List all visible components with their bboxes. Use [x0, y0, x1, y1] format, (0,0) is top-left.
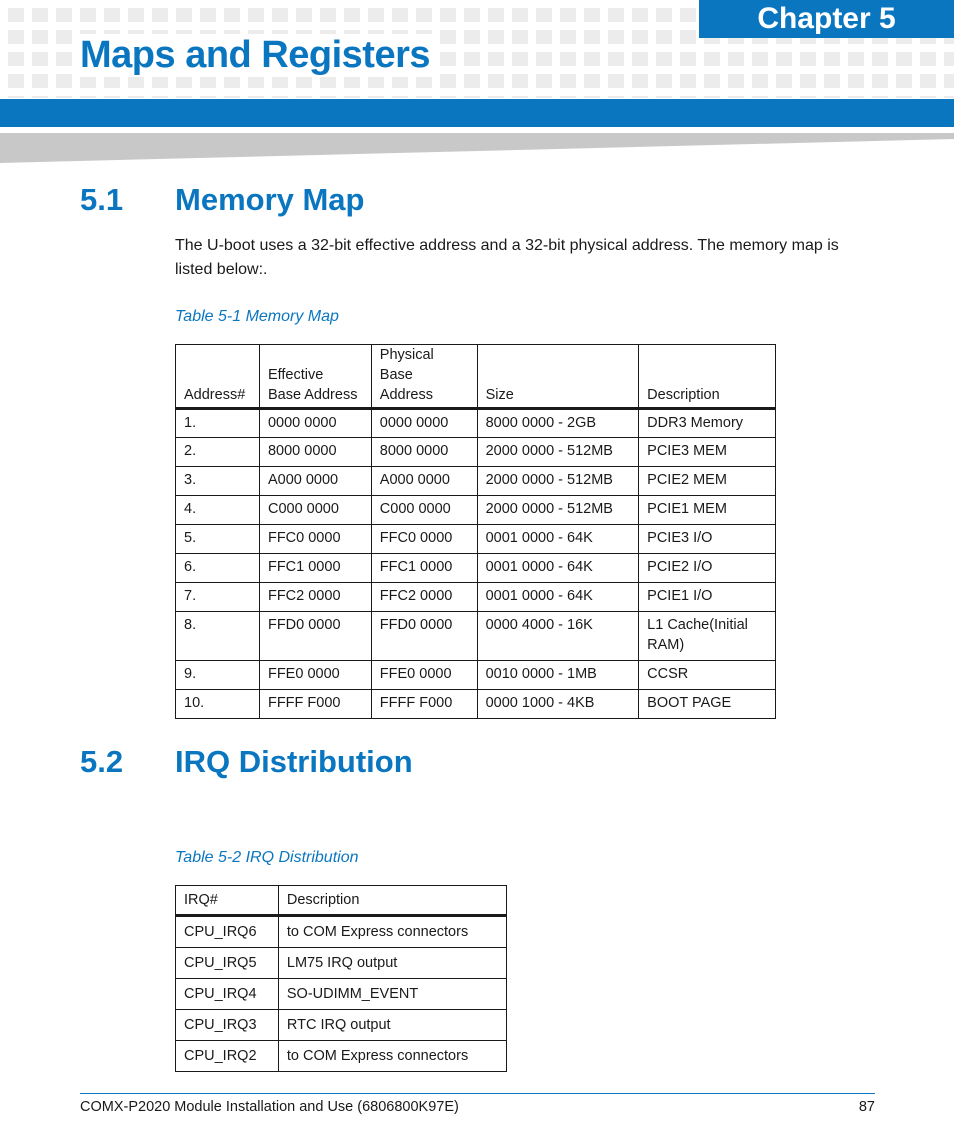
table-cell: CPU_IRQ5 [176, 948, 279, 979]
table-row [176, 612, 776, 661]
section-heading-memory-map [80, 182, 364, 218]
table-row [176, 583, 776, 612]
table-cell: 8. [176, 612, 260, 661]
table-cell: 8000 0000 - 2GB [477, 409, 639, 438]
section-number: 5.1 [80, 182, 124, 217]
column-header: Physical Base Address [371, 345, 477, 409]
table-cell: 0000 0000 [259, 409, 371, 438]
table-cell: FFC1 0000 [371, 554, 477, 583]
column-header: Size [477, 345, 639, 409]
section-heading-irq-distribution [80, 744, 413, 780]
footer-page-number: 87 [858, 1099, 875, 1115]
table-row [176, 525, 776, 554]
table-cell: RTC IRQ output [278, 1010, 506, 1041]
table-cell: FFFF F000 [371, 690, 477, 719]
table-cell: C000 0000 [371, 496, 477, 525]
table-cell: 8000 0000 [259, 438, 371, 467]
table-cell: FFC2 0000 [371, 583, 477, 612]
table-cell: 2000 0000 - 512MB [477, 438, 639, 467]
table-cell: 5. [176, 525, 260, 554]
table-cell: 0001 0000 - 64K [477, 583, 639, 612]
table-cell: FFD0 0000 [259, 612, 371, 661]
section-title: IRQ Distribution [175, 744, 413, 779]
table-cell: LM75 IRQ output [278, 948, 506, 979]
table-cell: 9. [176, 661, 260, 690]
table-cell: 2000 0000 - 512MB [477, 467, 639, 496]
table-cell: to COM Express connectors [278, 1041, 506, 1072]
table-cell: SO-UDIMM_EVENT [278, 979, 506, 1010]
section-title: Memory Map [175, 182, 365, 217]
table-caption-memory-map: Table 5-1 Memory Map [175, 308, 339, 325]
table-cell: 7. [176, 583, 260, 612]
table-cell: FFD0 0000 [371, 612, 477, 661]
table-cell: 0010 0000 - 1MB [477, 661, 639, 690]
table-cell: FFC1 0000 [259, 554, 371, 583]
table-cell: FFFF F000 [259, 690, 371, 719]
table-cell: CCSR [639, 661, 776, 690]
table-cell: PCIE1 MEM [639, 496, 776, 525]
table-cell: 4. [176, 496, 260, 525]
body-paragraph: The U-boot uses a 32-bit effective address and a 32-bit physical address. The memory map is listed below:. [175, 237, 839, 278]
table-cell: FFE0 0000 [259, 661, 371, 690]
table-cell: FFE0 0000 [371, 661, 477, 690]
table-cell: 2000 0000 - 512MB [477, 496, 639, 525]
table-cell: PCIE2 I/O [639, 554, 776, 583]
table-row [176, 690, 776, 719]
table-cell: FFC2 0000 [259, 583, 371, 612]
table-row [176, 409, 776, 438]
table-row [176, 948, 507, 979]
table-cell: A000 0000 [371, 467, 477, 496]
table-row [176, 661, 776, 690]
table-cell: FFC0 0000 [259, 525, 371, 554]
table-row [176, 554, 776, 583]
table-header-row [176, 886, 507, 916]
table-cell: 8000 0000 [371, 438, 477, 467]
table-row [176, 916, 507, 948]
table-cell: CPU_IRQ6 [176, 916, 279, 948]
table-cell: 2. [176, 438, 260, 467]
table-cell: 0000 0000 [371, 409, 477, 438]
table-cell: PCIE1 I/O [639, 583, 776, 612]
table-cell: 0000 4000 - 16K [477, 612, 639, 661]
table-row [176, 979, 507, 1010]
table-cell: CPU_IRQ4 [176, 979, 279, 1010]
memory-map-table [175, 344, 776, 719]
chapter-label: Chapter 5 [699, 0, 954, 38]
footer-rule [80, 1093, 875, 1094]
table-cell: CPU_IRQ3 [176, 1010, 279, 1041]
table-cell: A000 0000 [259, 467, 371, 496]
table-cell: 6. [176, 554, 260, 583]
header-gray-wedge [0, 127, 954, 163]
column-header: Effective Base Address [259, 345, 371, 409]
table-cell: CPU_IRQ2 [176, 1041, 279, 1072]
table-cell: 0001 0000 - 64K [477, 525, 639, 554]
table-row [176, 1010, 507, 1041]
table-cell: BOOT PAGE [639, 690, 776, 719]
table-cell: PCIE3 MEM [639, 438, 776, 467]
table-cell: PCIE3 I/O [639, 525, 776, 554]
header-blue-band [0, 99, 954, 127]
column-header: Address# [176, 345, 260, 409]
table-cell: 10. [176, 690, 260, 719]
table-cell: DDR3 Memory [639, 409, 776, 438]
table-cell: 3. [176, 467, 260, 496]
table-cell: L1 Cache(Initial RAM) [639, 612, 776, 661]
footer-document-title: COMX-P2020 Module Installation and Use (6806800K97E) [80, 1099, 459, 1115]
table-row [176, 438, 776, 467]
table-cell: FFC0 0000 [371, 525, 477, 554]
table-row [176, 467, 776, 496]
column-header: IRQ# [176, 886, 279, 916]
table-row [176, 1041, 507, 1072]
irq-distribution-table [175, 885, 507, 1072]
table-cell: to COM Express connectors [278, 916, 506, 948]
table-caption-irq-distribution: Table 5-2 IRQ Distribution [175, 849, 359, 866]
section-number: 5.2 [80, 744, 124, 779]
table-header-row [176, 345, 776, 409]
page-title: Maps and Registers [80, 34, 436, 77]
table-cell: 0001 0000 - 64K [477, 554, 639, 583]
table-cell: 0000 1000 - 4KB [477, 690, 639, 719]
table-cell: PCIE2 MEM [639, 467, 776, 496]
table-row [176, 496, 776, 525]
table-cell: C000 0000 [259, 496, 371, 525]
table-cell: 1. [176, 409, 260, 438]
column-header: Description [278, 886, 506, 916]
column-header: Description [639, 345, 776, 409]
